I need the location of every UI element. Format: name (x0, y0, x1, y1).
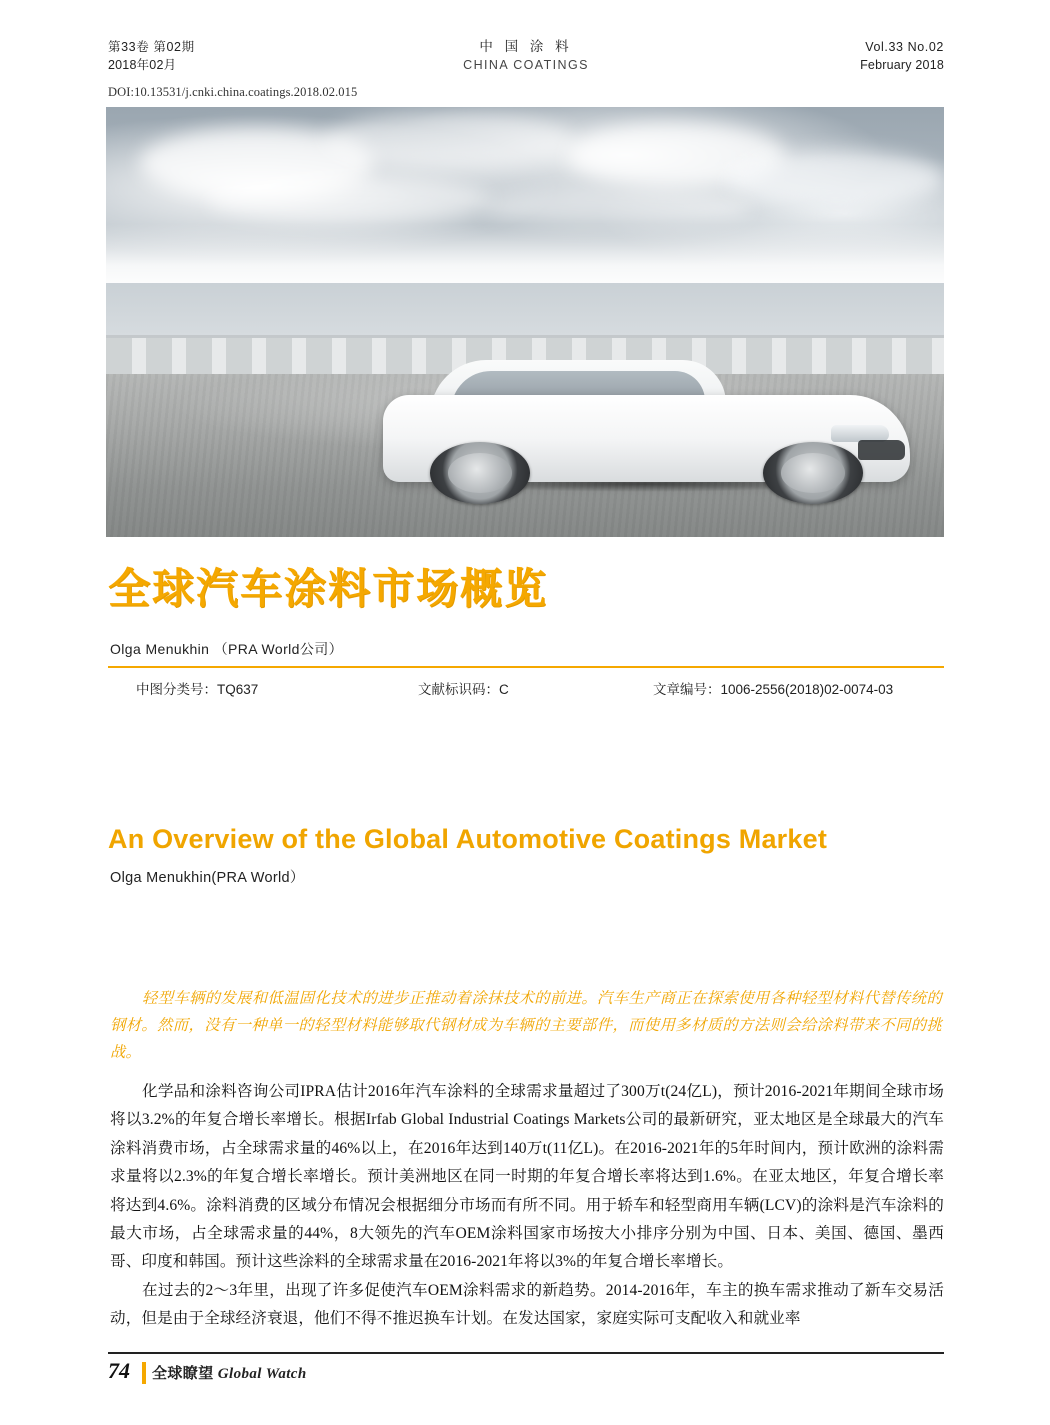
article-abstract: 轻型车辆的发展和低温固化技术的进步正推动着涂抹技术的前进。汽车生产商正在探索使用各种轻型材料代替传统的钢材。然而，没有一种单一的轻型材料能够取代钢材成为车辆的主要部件，而使用多材质的方法则会给涂料带来不同的挑战。 (110, 990, 942, 1061)
doi-text: DOI:10.13531/j.cnki.china.coatings.2018.02.015 (108, 85, 358, 99)
white-car-illustration (383, 352, 911, 507)
date-en: February 2018 (860, 58, 944, 72)
document-code: 文献标识码：C (418, 682, 509, 697)
page-header (108, 38, 944, 86)
volume-issue-en: Vol.33 No.02 (865, 40, 944, 54)
cloud-shape (483, 187, 751, 230)
car-grille (858, 440, 906, 460)
article-metadata-row (108, 678, 944, 700)
article-title-cn: 全球汽车涂料市场概览 (108, 565, 549, 612)
footer-section-en: Global Watch (217, 1366, 307, 1382)
header-center (463, 38, 589, 74)
date-cn: 2018年02月 (108, 58, 177, 72)
article-author-en: Olga Menukhin(PRA World） (110, 870, 305, 886)
header-left (108, 38, 195, 74)
footer-section-label (152, 1362, 307, 1383)
journal-title-en: CHINA COATINGS (463, 58, 589, 72)
cloud-shape (726, 150, 944, 209)
sky-background (106, 107, 944, 374)
article-body (110, 1078, 944, 1334)
article-number: 文章编号：1006-2556(2018)02-0074-03 (653, 682, 894, 697)
footer-section-cn: 全球瞭望 (152, 1366, 214, 1382)
volume-issue-cn: 第33卷 第02期 (108, 40, 195, 54)
footer-divider (108, 1352, 944, 1354)
article-title-en: An Overview of the Global Automotive Coatings Market (108, 824, 828, 854)
article-author-cn: Olga Menukhin （PRA World公司） (110, 641, 344, 657)
clc-number: 中图分类号：TQ637 (136, 682, 259, 697)
car-wheel-front (763, 442, 863, 504)
cloud-shape (324, 112, 575, 171)
footer-accent-bar (142, 1362, 146, 1384)
page-number: 74 (108, 1358, 130, 1383)
car-wheel-rear (430, 442, 530, 504)
body-paragraph-1: 化学品和涂料咨询公司IPRA估计2016年汽车涂料的全球需求量超过了300万t(24亿L)，预计2016-2021年期间全球市场将以3.2%的年复合增长率增长。根据Irfab Global Industrial Coatings Markets公司的最新研究，亚太地区是全球最大的汽车涂料消费市场，占全球需求量的46%以上，在2016年达到140万t(11亿L)。在2016-2021年的5年时间内，预计欧洲的涂料需求量将以2.3%的年复合增长率增长。预计美洲地区在同一时期的年复合增长率将达到1.6%。在亚太地区，年复合增长率将达到4.6%。涂料消费的区域分布情况会根据细分市场而有所不同。用于轿车和轻型商用车辆(LCV)的涂料是汽车涂料的最大市场，占全球需求量的44%，8大领先的汽车OEM涂料国家市场按大小排序分别为中国、日本、美国、德国、墨西哥、印度和韩国。预计这些涂料的全球需求量在2016-2021年将以3%的年复合增长率增长。 (110, 1083, 944, 1271)
cloud-shape (207, 176, 492, 224)
journal-title-cn: 中 国 涂 料 (479, 39, 573, 54)
header-right (860, 38, 944, 74)
car-headlight (831, 425, 889, 442)
gold-divider (108, 666, 944, 668)
horizon-haze (106, 224, 944, 283)
page-footer (108, 1358, 944, 1386)
body-paragraph-2: 在过去的2～3年里，出现了许多促使汽车OEM涂料需求的新趋势。2014-2016年，车主的换车需求推动了新车交易活动，但是由于全球经济衰退，他们不得不推迟换车计划。在发达国家，家庭实际可支配收入和就业率 (110, 1281, 944, 1328)
hero-image (106, 107, 944, 537)
